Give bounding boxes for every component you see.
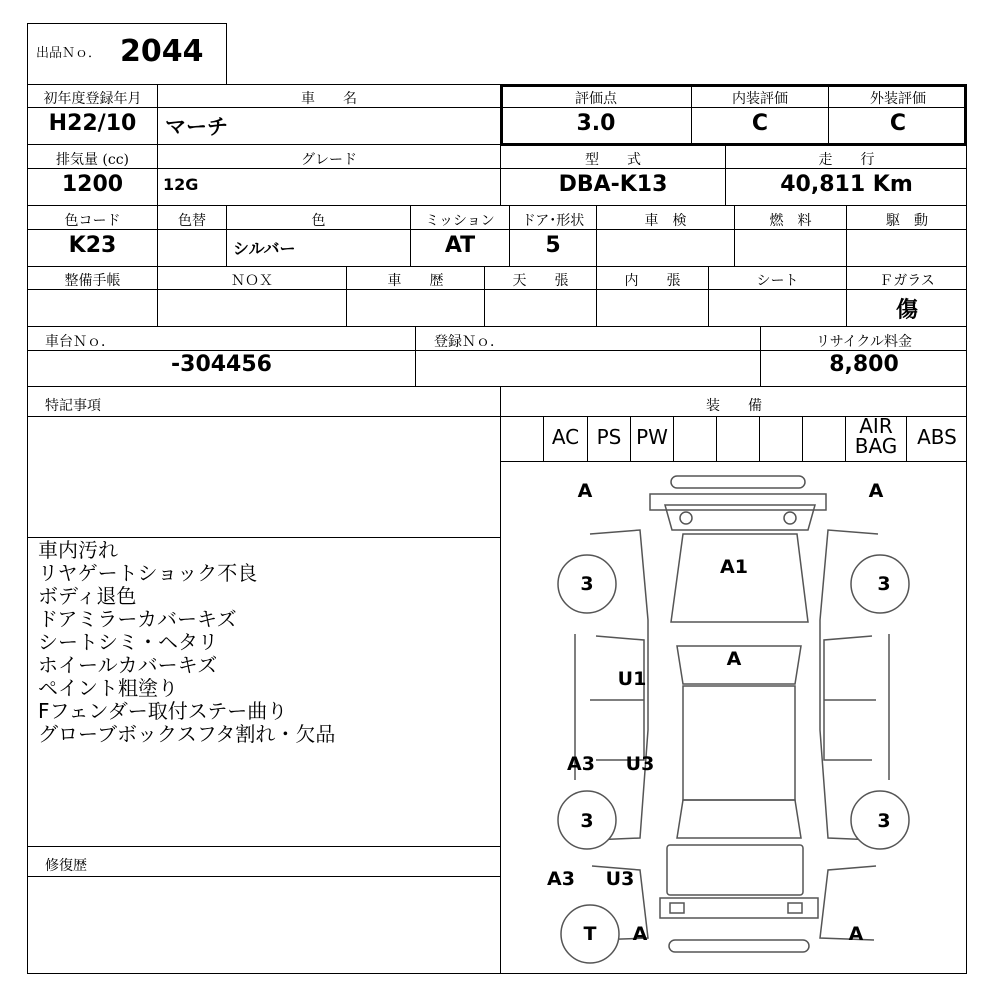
ceiling-label: 天 張 [512, 273, 569, 289]
inner-label: 内 張 [624, 273, 681, 289]
note-line: ドアミラーカバーキズ [38, 607, 237, 631]
mark-left-quarter-u3: U3 [605, 868, 635, 890]
seat-label: シート [756, 273, 799, 289]
door-label: ドア･形状 [521, 213, 585, 229]
reg-label: 登録Ｎｏ． [434, 334, 504, 350]
mark-left-quarter-a3: A3 [547, 868, 575, 890]
color-label: 色 [311, 213, 326, 229]
equip-pw: PW [636, 425, 668, 449]
mark-hood: A1 [720, 556, 748, 578]
grade-label: グレード [301, 152, 357, 168]
fglass-label: Ｆガラス [879, 273, 935, 289]
note-line: グローブボックスフタ割れ・欠品 [38, 722, 336, 746]
mark-wheel-rear-left: 3 [580, 810, 594, 832]
mark-spare-tire: T [583, 923, 597, 945]
car-label: 車 名 [301, 91, 357, 107]
score-value: 3.0 [576, 111, 616, 136]
note-line: ボディ退色 [38, 584, 137, 608]
repair-label: 修復歴 [45, 858, 87, 874]
note-line: Fフェンダー取付ステー曲り [38, 699, 288, 723]
color-code-value: K23 [68, 233, 117, 258]
recycle-value: 8,800 [829, 352, 899, 377]
inspection-label: 車 検 [644, 213, 687, 229]
year-label: 初年度登録年月 [43, 91, 142, 107]
drive-label: 駆 動 [886, 213, 928, 229]
mark-wheel-front-left: 3 [580, 573, 594, 595]
mileage-label: 走 行 [818, 152, 875, 168]
note-line: ペイント粗塗り [38, 676, 178, 700]
equip-ps: PS [596, 425, 622, 449]
mark-front-left: A [577, 480, 593, 502]
color-code-label: 色コード [64, 213, 121, 229]
mark-left-rear-a3: A3 [567, 753, 595, 775]
lot-number: 2044 [120, 34, 204, 69]
chassis-label: 車台Ｎｏ． [45, 334, 115, 350]
model-label: 型 式 [585, 152, 641, 168]
mark-wheel-front-right: 3 [877, 573, 891, 595]
score-label: 評価点 [575, 91, 617, 107]
nox-label: ＮＯＸ [231, 273, 273, 289]
grade-value: 12G [163, 175, 199, 194]
cc-label: 排気量 (cc) [55, 152, 130, 168]
note-line: シートシミ・ヘタリ [38, 630, 218, 654]
equip-ac: AC [551, 425, 580, 449]
chassis-value: -304456 [171, 352, 272, 377]
notes-label: 特記事項 [45, 398, 101, 414]
note-line: リヤゲートショック不良 [38, 561, 258, 585]
mark-wheel-rear-right: 3 [877, 810, 891, 832]
color-change-label: 色替 [178, 213, 206, 229]
mark-left-rear-u3: U3 [625, 753, 655, 775]
mark-rear-right: A [848, 923, 864, 945]
mileage-value: 40,811 Km [780, 172, 913, 197]
mark-left-front-door: U1 [617, 668, 647, 690]
equipment-label: 装 備 [706, 398, 762, 414]
mission-value: AT [444, 233, 476, 258]
model-value: DBA-K13 [558, 172, 668, 197]
cc-value: 1200 [61, 172, 124, 197]
equip-airbag: AIR BAG [854, 414, 898, 458]
color-value: シルバー [233, 239, 296, 258]
mark-windshield: A [726, 648, 742, 670]
year-value: H22/10 [48, 111, 137, 136]
exterior-label: 外装評価 [870, 91, 926, 107]
mark-front-right: A [868, 480, 884, 502]
interior-value: C [751, 111, 769, 136]
exterior-value: C [889, 111, 907, 136]
car-damage-diagram [501, 462, 967, 973]
car-value: マーチ [165, 115, 228, 139]
mission-label: ミッション [425, 213, 495, 229]
equip-abs: ABS [917, 425, 957, 449]
fglass-value: 傷 [895, 298, 918, 323]
lot-label: 出品Ｎｏ． [36, 46, 102, 61]
note-line: 車内汚れ [38, 538, 118, 562]
door-value: 5 [545, 233, 561, 258]
history-label: 車 歴 [387, 273, 444, 289]
maintenance-label: 整備手帳 [64, 273, 121, 289]
recycle-label: リサイクル料金 [815, 334, 913, 350]
mark-rear-left: A [632, 923, 648, 945]
interior-label: 内装評価 [732, 91, 788, 107]
note-line: ホイールカバーキズ [38, 653, 218, 677]
fuel-label: 燃 料 [769, 213, 812, 229]
lot-box [27, 23, 227, 85]
